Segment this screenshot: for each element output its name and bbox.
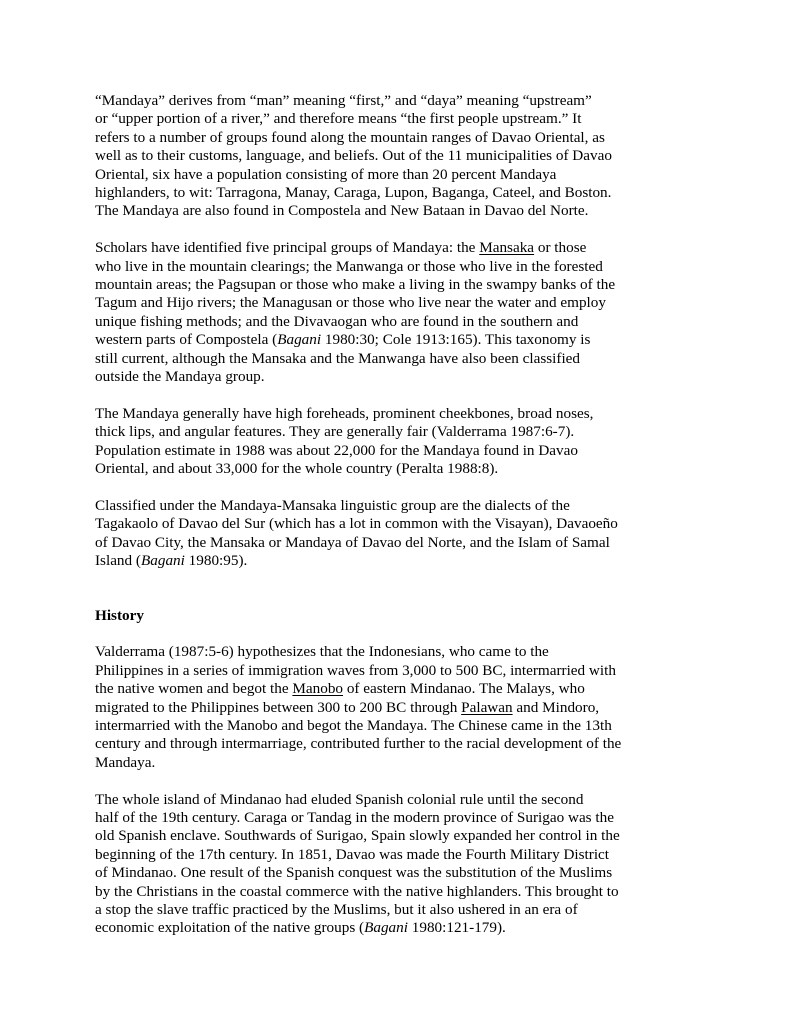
text-segment: who live in the mountain clearings; the Manwanga or those who live in the forested [95,257,603,275]
text-line [95,827,655,845]
text-segment: and Mindoro, [512,698,600,716]
text-line [95,442,655,460]
intro-section [95,92,655,571]
text-line [95,423,655,441]
text-segment: The whole island of Mindanao had eluded Spanish colonial rule until the second [95,790,584,808]
text-line [95,864,655,882]
text-segment: Tagum and Hijo rivers; the Managusan or those who live near the water and employ [95,294,606,312]
text-segment: still current, although the Mansaka and the Manwanga have also been classified [95,349,580,367]
text-segment: “Mandaya” derives from “man” meaning “first,” and “daya” meaning “upstream” [95,92,592,109]
paragraph-migration [95,643,655,772]
text-segment: a stop the slave traffic practiced by the Muslims, but it also ushered in an era of [95,900,578,918]
text-line [95,680,655,698]
text-segment: or “upper portion of a river,” and therefore means “the first people upstream.” It [95,110,582,128]
text-line [95,313,655,331]
text-segment: Tagakaolo of Davao del Sur (which has a lot in common with the Visayan), Davaoeño [95,515,618,533]
text-segment: intermarried with the Manobo and begot the Mandaya. The Chinese came in the 13th [95,716,612,734]
text-line [95,754,655,772]
text-line [95,368,655,386]
text-line [95,643,655,661]
text-line [95,791,655,809]
text-segment: western parts of Compostela ( [95,331,278,349]
paragraph-linguistic-group [95,497,655,571]
text-line [95,294,655,312]
text-segment: by the Christians in the coastal commerce with the native highlanders. This brought to [95,882,619,900]
underlined-term: Mansaka [479,239,535,257]
text-line [95,129,655,147]
paragraph-spanish-rule [95,791,655,938]
text-line [95,883,655,901]
underlined-term: Manobo [292,680,344,698]
text-line [95,919,655,937]
text-line [95,405,655,423]
italic-citation: Bagani [140,552,185,570]
text-segment: refers to a number of groups found along the mountain ranges of Davao Oriental, as [95,128,605,146]
text-segment: of Davao City, the Mansaka or Mandaya of Davao del Norte, and the Islam of Samal [95,533,610,551]
text-segment: mountain areas; the Pagsupan or those who make a living in the swampy banks of the [95,276,616,294]
text-line [95,184,655,202]
text-segment: The Mandaya generally have high foreheads, prominent cheekbones, broad noses, [95,404,594,422]
text-segment: highlanders, to wit: Tarragona, Manay, Caraga, Lupon, Baganga, Cateel, and Boston. [95,184,612,202]
text-segment: half of the 19th century. Caraga or Tandag in the modern province of Surigao was the [95,808,614,826]
italic-citation: Bagani [277,331,322,349]
text-segment: 1980:121-179). [407,919,506,937]
text-segment: beginning of the 17th century. In 1851, Davao was made the Fourth Military District [95,845,610,863]
text-segment: of Mindanao. One result of the Spanish conquest was the substitution of the Muslims [95,864,613,882]
text-line [95,552,655,570]
text-line [95,350,655,368]
text-line [95,534,655,552]
text-line [95,662,655,680]
text-line [95,809,655,827]
text-segment: economic exploitation of the native groups ( [95,919,365,937]
text-line [95,202,655,220]
text-segment: Island ( [95,552,141,570]
text-line [95,717,655,735]
paragraph-subgroups [95,239,655,386]
text-segment: Valderrama (1987:5-6) hypothesizes that the Indonesians, who came to the [95,643,549,661]
text-line [95,92,655,110]
paragraph-etymology [95,92,655,221]
text-line [95,735,655,753]
text-segment: century and through intermarriage, contributed further to the racial development of the [95,735,622,753]
text-segment: old Spanish enclave. Southwards of Surigao, Spain slowly expanded her control in the [95,827,620,845]
text-line [95,147,655,165]
text-segment: or those [534,239,587,257]
text-line [95,331,655,349]
italic-citation: Bagani [364,919,408,937]
text-segment: The Mandaya are also found in Compostela and New Bataan in Davao del Norte. [95,202,589,220]
text-segment: of eastern Mindanao. The Malays, who [343,680,585,698]
text-segment: Mandaya. [95,753,156,771]
text-line [95,239,655,257]
text-line [95,166,655,184]
text-segment: Oriental, and about 33,000 for the whole country (Peralta 1988:8). [95,460,499,478]
text-segment: migrated to the Philippines between 300 to 200 BC through [95,698,462,716]
text-segment: well as to their customs, language, and beliefs. Out of the 11 municipalities of Davao [95,147,612,165]
text-line [95,497,655,515]
text-line [95,515,655,533]
underlined-term: Palawan [461,698,513,716]
text-segment: 1980:95). [184,552,248,570]
text-line [95,258,655,276]
paragraph-physical-features [95,405,655,479]
text-line [95,276,655,294]
text-segment: Philippines in a series of immigration waves from 3,000 to 500 BC, intermarried with [95,661,616,679]
text-line [95,901,655,919]
text-segment: outside the Mandaya group. [95,368,265,386]
text-segment: Oriental, six have a population consisting of more than 20 percent Mandaya [95,165,557,183]
text-segment: Population estimate in 1988 was about 22,000 for the Mandaya found in Davao [95,441,578,459]
text-segment: Scholars have identified five principal groups of Mandaya: the [95,239,480,257]
document-page [95,92,655,956]
text-line [95,699,655,717]
text-segment: Classified under the Mandaya-Mansaka linguistic group are the dialects of the [95,496,570,514]
text-line [95,460,655,478]
text-line [95,110,655,128]
text-segment: thick lips, and angular features. They are generally fair (Valderrama 1987:6-7). [95,423,575,441]
history-section [95,643,655,937]
text-segment: unique fishing methods; and the Divavaogan who are found in the southern and [95,312,579,330]
history-heading: History [95,606,144,624]
text-segment: the native women and begot the [95,680,293,698]
text-segment: 1980:30; Cole 1913:165). This taxonomy is [321,331,591,349]
text-line [95,846,655,864]
